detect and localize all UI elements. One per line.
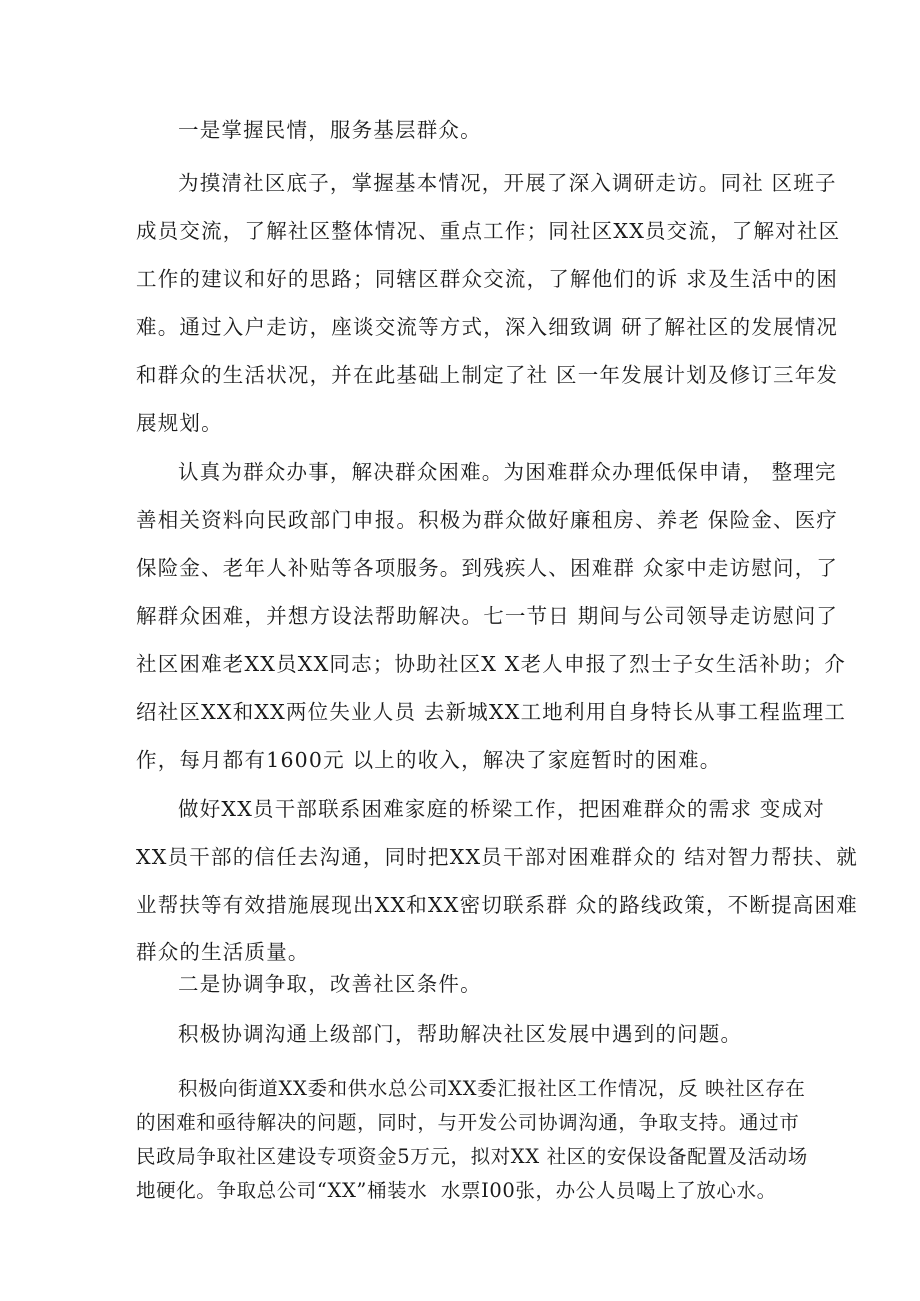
text-line: 成员交流，了解社区整体情况、重点工作；同社区XX员交流，了解对社区 (136, 219, 841, 243)
text-line: 展规划。 (136, 411, 223, 435)
text-line: 工作的建议和好的思路；同辖区群众交流，了解他们的诉 求及生活中的困 (136, 267, 839, 291)
text-line: 做好XX员干部联系困难家庭的桥梁工作，把困难群众的需求 变成对 (178, 797, 825, 821)
section-heading-1: 一是掌握民情，服务基层群众。 (178, 118, 482, 142)
text-line: XX员干部的信任去沟通，同时把XX员干部对困难群众的 结对智力帮扶、就 (136, 845, 858, 869)
text-line: 地硬化。争取总公司“XX”桶装水 水票I00张，办公人员喝上了放心水。 (136, 1179, 777, 1202)
text-line: 积极向街道XX委和供水总公司XX委汇报社区工作情况，反 映社区存在 (178, 1077, 806, 1100)
text-line: 群众的生活质量。 (136, 940, 310, 964)
section-heading-2: 二是协调争取，改善社区条件。 (178, 972, 482, 996)
text-line: 业帮扶等有效措施展现出XX和XX密切联系群 众的路线政策，不断提高困难 (136, 893, 858, 917)
text-line: 解群众困难，并想方设法帮助解决。七一节日 期间与公司领导走访慰问了 (136, 604, 839, 628)
text-line: 积极协调沟通上级部门，帮助解决社区发展中遇到的问题。 (178, 1022, 743, 1046)
text-line: 民政局争取社区建设专项资金5万元，拟对XX 社区的安保设备配置及活动场 (136, 1145, 808, 1168)
text-line: 保险金、老年人补贴等各项服务。到残疾人、困难群 众家中走访慰问，了 (136, 556, 839, 580)
text-line: 难。通过入户走访，座谈交流等方式，深入细致调 研了解社区的发展情况 (136, 315, 839, 339)
text-line: 和群众的生活状况，并在此基础上制定了社 区一年发展计划及修订三年发 (136, 363, 839, 387)
text-line: 绍社区XX和XX两位失业人员 去新城XX工地利用自身特长从事工程监理工 (136, 700, 847, 724)
text-line: 社区困难老XX员XX同志；协助社区X X老人申报了烈士子女生活补助；介 (136, 652, 847, 676)
text-line: 为摸清社区底子，掌握基本情况，开展了深入调研走访。同社 区班子 (178, 171, 837, 195)
text-line: 善相关资料向民政部门申报。积极为群众做好廉租房、养老 保险金、医疗 (136, 508, 839, 532)
text-line: 作，每月都有1600元 以上的收入，解决了家庭暂时的困难。 (136, 748, 722, 772)
text-line: 的困难和亟待解决的问题，同时，与开发公司协调沟通，争取支持。通过市 (136, 1111, 800, 1134)
text-line: 认真为群众办事，解决群众困难。为困难群众办理低保申请， 整理完 (178, 460, 837, 484)
